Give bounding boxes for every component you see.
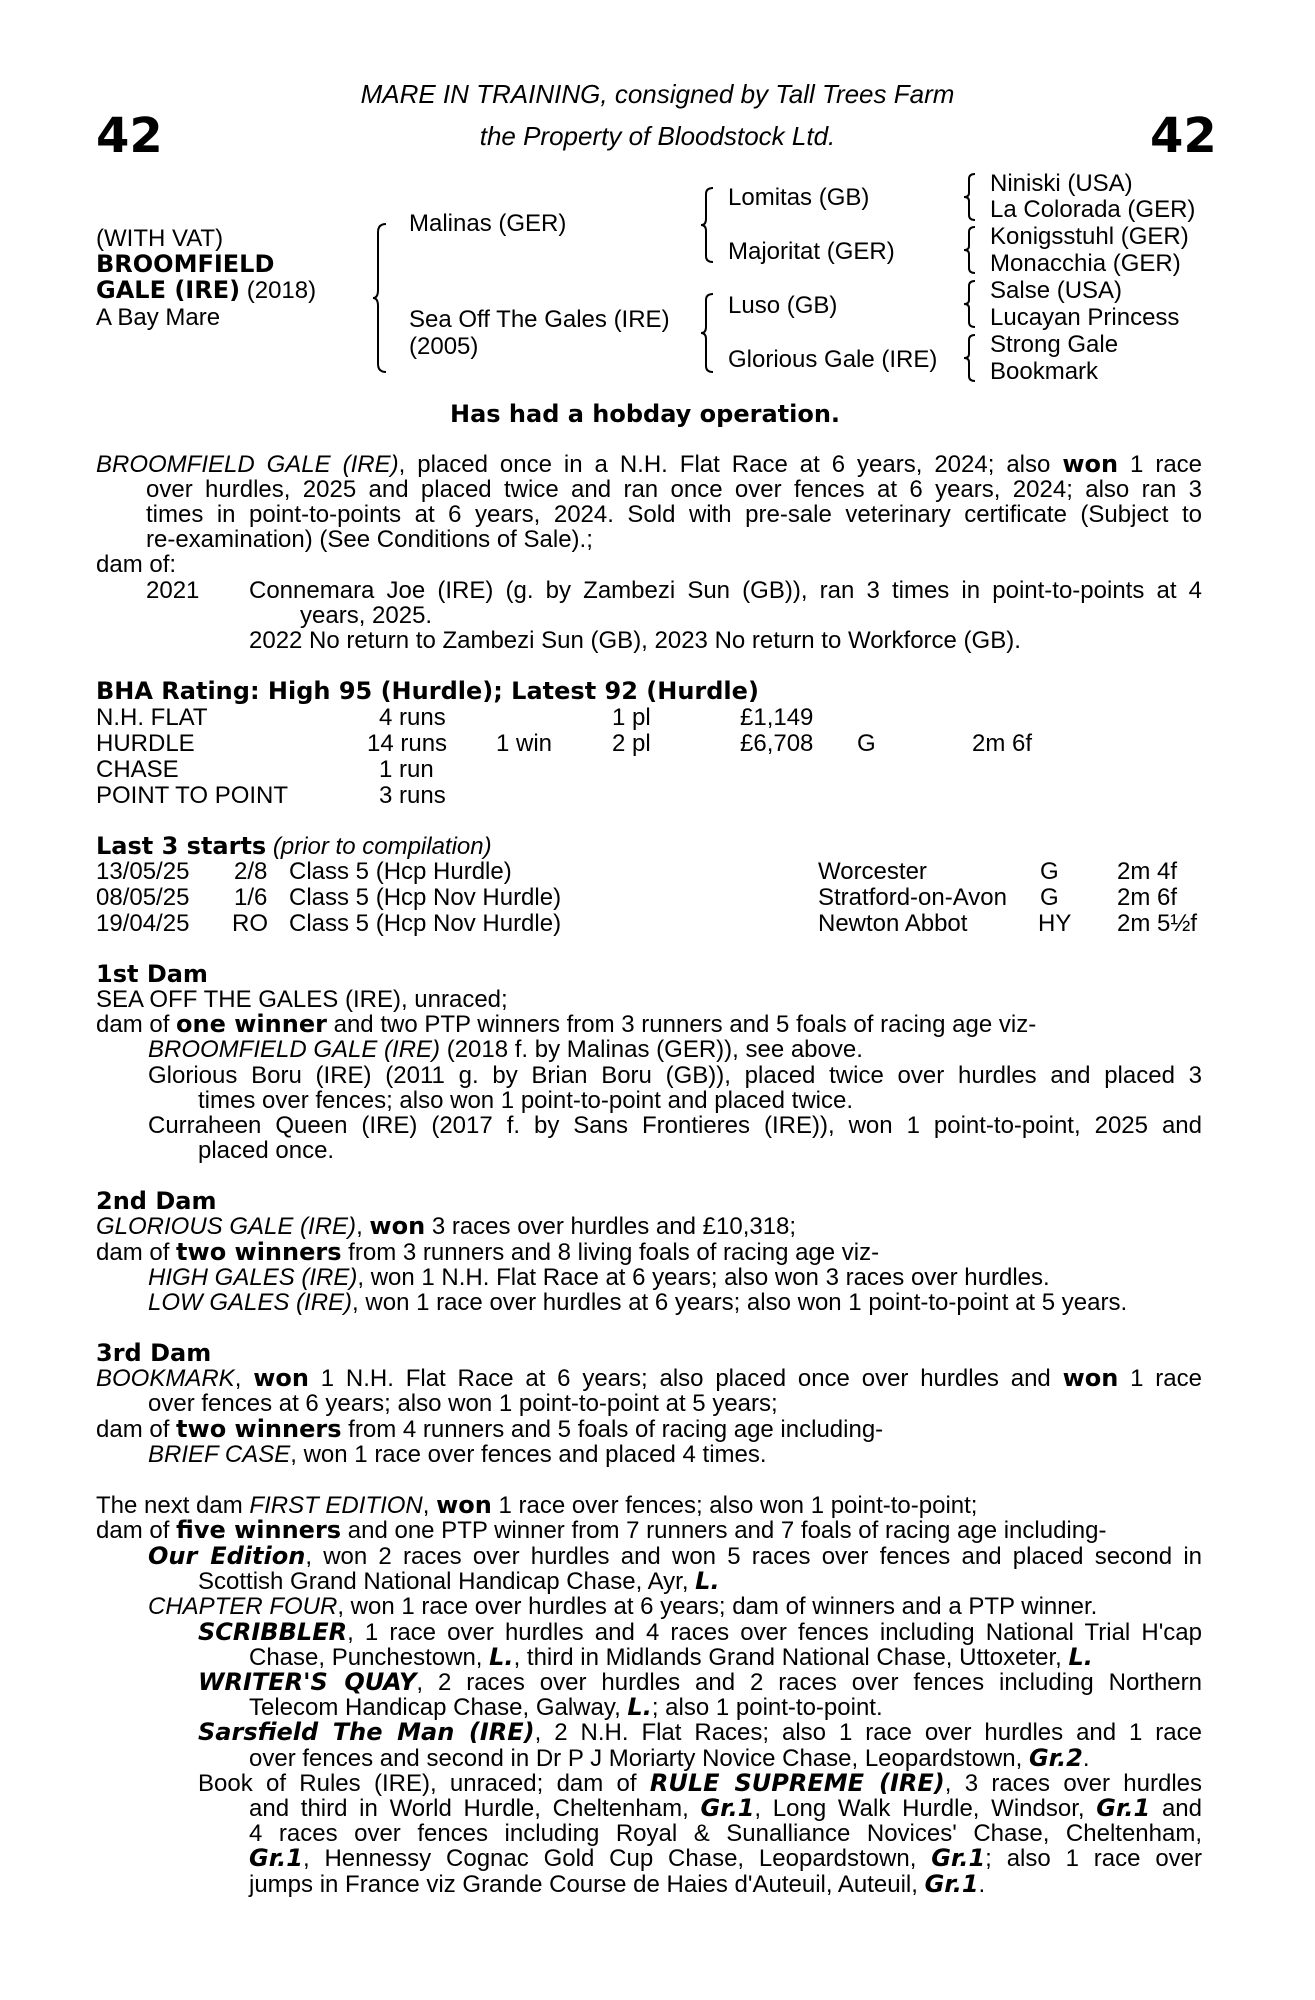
chapter-four-text: , won 1 race over hurdles at 6 years; dam of winners and a PTP winner. <box>337 1593 1098 1620</box>
rule-supreme-name: RULE SUPREME (IRE) <box>649 1769 945 1797</box>
dam1-winners: one winner <box>176 1010 327 1038</box>
dam2-winners: two winners <box>176 1238 342 1266</box>
pedigree-g-sds: Konigsstuhl (GER) <box>990 223 1189 250</box>
dam2-l2a: dam of <box>96 1239 177 1266</box>
record-prize: £1,149 <box>740 704 814 731</box>
lot-number-right: 42 <box>1150 108 1217 164</box>
pedigree-bracket-sd <box>963 225 977 275</box>
dam3-l1f: 1 race <box>1118 1365 1202 1392</box>
nd-l1b: FIRST EDITION <box>249 1492 423 1519</box>
start-date: 13/05/25 <box>96 858 190 885</box>
start-date: 19/04/25 <box>96 910 190 937</box>
record-type: CHASE <box>96 756 179 783</box>
dam1-line-7: placed once. <box>198 1137 335 1164</box>
pedigree-sire-sire: Lomitas (GB) <box>728 184 870 211</box>
pedigree-bracket-dd <box>963 333 977 383</box>
chapter-four-name: CHAPTER FOUR <box>148 1593 338 1620</box>
dam2-won: won <box>369 1212 426 1240</box>
record-dist: 2m 6f <box>972 730 1033 757</box>
start-race: Class 5 (Hcp Nov Hurdle) <box>289 910 562 937</box>
pedigree-bracket-ss <box>963 172 977 222</box>
dam3-won-2: won <box>1062 1364 1119 1392</box>
record-prize: £6,708 <box>740 730 814 757</box>
dam2-line-3 <box>148 1265 1050 1291</box>
our-edition-line-2 <box>198 1569 720 1595</box>
pedigree-g-ssd: La Colorada (GER) <box>990 196 1196 223</box>
book-of-rules-l4a: , Hennessy Cognac Gold Cup Chase, Leopardstown, <box>302 1845 932 1872</box>
dam2-line-1 <box>96 1214 796 1240</box>
book-of-rules-line-4 <box>249 1846 1202 1872</box>
dam2-line-4 <box>148 1290 1127 1316</box>
horse-description: A Bay Mare <box>96 304 221 331</box>
record-pl: 2 pl <box>612 730 651 757</box>
nd-l2c: and one PTP winner from 7 runners and 7 foals of racing age including- <box>341 1517 1107 1544</box>
scribbler-text: , 1 race over hurdles and 4 races over fences including National Trial H'cap <box>347 1619 1202 1646</box>
summary-line-3: times in point-to-points at 6 years, 2024. Sold with pre-sale veterinary certificate (Subject to <box>146 501 1202 528</box>
scribbler-l2b: , third in Midlands Grand National Chase, Uttoxeter, <box>513 1644 1069 1671</box>
scribbler-l2a: Chase, Punchestown, <box>249 1644 490 1671</box>
summary-line-4: re-examination) (See Conditions of Sale).; <box>146 526 593 553</box>
pedigree-g-dds: Strong Gale <box>990 331 1119 358</box>
pedigree-dam-sire: Luso (GB) <box>728 292 838 319</box>
pedigree-bracket-main <box>372 222 390 374</box>
summary-horse-name: BROOMFIELD GALE (IRE) <box>96 451 399 478</box>
dam3-line-2: over fences at 6 years; also won 1 point-to-point at 5 years; <box>148 1390 778 1417</box>
record-runs: 4 runs <box>379 704 446 731</box>
bha-rating: BHA Rating: High 95 (Hurdle); Latest 92 (Hurdle) <box>96 677 759 705</box>
dam3-winners: two winners <box>176 1415 342 1443</box>
start-going: HY <box>1038 910 1072 937</box>
listed-badge: L. <box>695 1567 720 1595</box>
scribbler-name: SCRIBBLER <box>198 1618 348 1646</box>
record-wins: 1 win <box>496 730 553 757</box>
dam3-l3a: dam of <box>96 1416 177 1443</box>
our-edition-name: Our Edition <box>148 1542 306 1570</box>
sarsfield-name: Sarsfield The Man (IRE) <box>198 1718 535 1746</box>
pedigree-g-sss: Niniski (USA) <box>990 170 1133 197</box>
dam3-l1a: BOOKMARK <box>96 1365 235 1392</box>
record-runs: 3 runs <box>379 782 446 809</box>
dam1-line-2 <box>96 1012 1036 1038</box>
summary-text-a: , placed once in a N.H. Flat Race at 6 years, 2024; also <box>398 451 1063 478</box>
record-type: POINT TO POINT <box>96 782 289 809</box>
book-of-rules-line-2 <box>249 1796 1202 1822</box>
book-of-rules-l4b: ; also 1 race over <box>985 1845 1203 1872</box>
horse-name-1: BROOMFIELD <box>96 250 275 278</box>
start-course: Worcester <box>818 858 927 885</box>
nextdam-line-2 <box>96 1518 1106 1544</box>
book-of-rules-line-5: jumps in France viz Grande Course de Haies d'Auteuil, Auteuil, Gr.1. <box>249 1870 986 1898</box>
dam3-line-4 <box>148 1442 767 1468</box>
horse-name-2-text: GALE (IRE) <box>96 276 241 304</box>
scribbler-line-2 <box>249 1645 1093 1671</box>
produce-2021-cont: years, 2025. <box>300 602 433 629</box>
horse-year: (2018) <box>240 277 317 304</box>
start-dist: 2m 5½f <box>1117 910 1198 937</box>
nd-won: won <box>436 1491 492 1519</box>
pedigree-dam-year: (2005) <box>409 333 479 360</box>
grade-1-badge: Gr.1 <box>931 1844 986 1872</box>
nd-l1a: The next dam <box>96 1492 250 1519</box>
record-pl: 1 pl <box>612 704 651 731</box>
start-course: Newton Abbot <box>818 910 968 937</box>
dam1-l3b: (2018 f. by Malinas (GER)), see above. <box>440 1036 863 1063</box>
listed-badge: L. <box>627 1693 652 1721</box>
writers-quay-line-1 <box>198 1670 1202 1696</box>
listed-badge: L. <box>489 1643 514 1671</box>
dam2-l3a: HIGH GALES (IRE) <box>148 1264 358 1291</box>
grade-1-badge: Gr.1 <box>700 1794 755 1822</box>
book-of-rules-l2a: and third in World Hurdle, Cheltenham, <box>249 1795 701 1822</box>
dam2-l1a: GLORIOUS GALE (IRE) <box>96 1213 357 1240</box>
our-edition-text: , won 2 races over hurdles and won 5 races over fences and placed second in <box>305 1543 1202 1570</box>
record-type: N.H. FLAT <box>96 704 208 731</box>
dam3-l1d: 1 N.H. Flat Race at 6 years; also placed once over hurdles and <box>308 1365 1063 1392</box>
book-of-rules-line-1 <box>198 1771 1202 1797</box>
horse-name-2 <box>96 278 316 304</box>
last3-heading <box>96 834 492 860</box>
pedigree-bracket-dam <box>700 292 716 374</box>
dam3-line-1 <box>96 1366 1202 1392</box>
pedigree-g-ddd: Bookmark <box>990 358 1099 385</box>
summary-won: won <box>1062 450 1119 478</box>
sarsfield-text: , 2 N.H. Flat Races; also 1 race over hurdles and 1 race <box>534 1719 1202 1746</box>
book-of-rules-a: Book of Rules (IRE), unraced; dam of <box>198 1770 650 1797</box>
nd-l1c: , <box>422 1492 437 1519</box>
our-edition-line-1 <box>148 1544 1202 1570</box>
book-of-rules-line-3: 4 races over fences including Royal & Sunalliance Novices' Chase, Cheltenham, <box>249 1820 1202 1847</box>
summary-line-2: over hurdles, 2025 and placed twice and ran once over fences at 6 years, 2024; also ran 3 <box>146 476 1202 503</box>
dam3-won: won <box>253 1364 309 1392</box>
vat-note: (WITH VAT) <box>96 225 224 252</box>
pedigree-g-dsd: Lucayan Princess <box>990 304 1180 331</box>
dam1-line-5: times over fences; also won 1 point-to-point and placed twice. <box>198 1087 854 1114</box>
lot-number-left: 42 <box>96 108 163 164</box>
pedigree-dam-dam: Glorious Gale (IRE) <box>728 346 938 373</box>
dam2-heading: 2nd Dam <box>96 1187 217 1215</box>
book-of-rules-l5: jumps in France viz Grande Course de Haies d'Auteuil, Auteuil, <box>249 1871 925 1898</box>
sarsfield-l2: over fences and second in Dr P J Moriarty Novice Chase, Leopardstown, <box>249 1745 1029 1772</box>
nd-l1e: 1 race over fences; also won 1 point-to-point; <box>491 1492 978 1519</box>
record-going: G <box>857 730 876 757</box>
book-of-rules-b: , 3 races over hurdles <box>944 1770 1203 1797</box>
sarsfield-line-2: over fences and second in Dr P J Moriarty Novice Chase, Leopardstown, Gr.2. <box>249 1744 1090 1772</box>
pedigree-dam: Sea Off The Gales (IRE) <box>409 306 670 333</box>
pedigree-sire-dam: Majoritat (GER) <box>728 238 895 265</box>
dam2-l4b: , won 1 race over hurdles at 6 years; also won 1 point-to-point at 5 years. <box>352 1289 1128 1316</box>
nd-l2a: dam of <box>96 1517 177 1544</box>
start-course: Stratford-on-Avon <box>818 884 1007 911</box>
start-race: Class 5 (Hcp Hurdle) <box>289 858 512 885</box>
dam3-l4b: , won 1 race over fences and placed 4 times. <box>290 1441 767 1468</box>
grade-1-badge: Gr.1 <box>1096 1794 1151 1822</box>
dam1-line-4: Glorious Boru (IRE) (2011 g. by Brian Boru (GB)), placed twice over hurdles and placed 3 <box>148 1062 1202 1089</box>
dam1-line-3 <box>148 1037 863 1063</box>
dam1-line-6: Curraheen Queen (IRE) (2017 f. by Sans Frontieres (IRE)), won 1 point-to-point, 2025 and <box>148 1112 1202 1139</box>
pedigree-g-dss: Salse (USA) <box>990 277 1123 304</box>
sarsfield-line-1 <box>198 1720 1202 1746</box>
dam1-l2c: and two PTP winners from 3 runners and 5 foals of racing age viz- <box>326 1011 1037 1038</box>
scribbler-line-1 <box>198 1620 1202 1646</box>
book-of-rules-l2c: and <box>1150 1795 1202 1822</box>
dam2-l4a: LOW GALES (IRE) <box>148 1289 353 1316</box>
dam3-line-3 <box>96 1417 883 1443</box>
writers-quay-text: , 2 races over hurdles and 2 races over fences including Northern <box>416 1669 1202 1696</box>
dam3-l1b: , <box>234 1365 254 1392</box>
dam3-heading: 3rd Dam <box>96 1339 212 1367</box>
start-dist: 2m 6f <box>1117 884 1178 911</box>
chapter-four-line <box>148 1594 1097 1620</box>
start-date: 08/05/25 <box>96 884 190 911</box>
dam2-l1b: , <box>356 1213 370 1240</box>
record-type: HURDLE <box>96 730 195 757</box>
dam1-heading: 1st Dam <box>96 960 208 988</box>
dam2-line-2 <box>96 1240 879 1266</box>
summary-text-b: 1 race <box>1118 451 1203 478</box>
grade-1-badge: Gr.1 <box>924 1870 979 1898</box>
start-going: G <box>1040 858 1059 885</box>
start-pos: 1/6 <box>234 884 268 911</box>
pedigree-sire: Malinas (GER) <box>409 210 567 237</box>
listed-badge: L. <box>1068 1643 1093 1671</box>
our-edition-l2: Scottish Grand National Handicap Chase, Ayr, <box>198 1568 696 1595</box>
book-of-rules-l2b: , Long Walk Hurdle, Windsor, <box>754 1795 1097 1822</box>
record-runs: 14 runs <box>367 730 448 757</box>
grade-1-badge: Gr.1 <box>249 1844 303 1872</box>
produce-2022: 2022 No return to Zambezi Sun (GB), 2023 No return to Workforce (GB). <box>249 627 1021 654</box>
header-consignor: MARE IN TRAINING, consigned by Tall Trees Farm <box>360 79 955 109</box>
dam2-l2c: from 3 runners and 8 living foals of racing age viz- <box>341 1239 880 1266</box>
produce-2021: Connemara Joe (IRE) (g. by Zambezi Sun (GB)), ran 3 times in point-to-points at 4 <box>249 577 1202 604</box>
dam1-line-1: SEA OFF THE GALES (IRE), unraced; <box>96 986 508 1013</box>
grade-2-badge: Gr.2 <box>1028 1744 1083 1772</box>
dam3-l4a: BRIEF CASE <box>148 1441 291 1468</box>
last3-note: (prior to compilation) <box>266 833 492 860</box>
nd-winners: five winners <box>176 1516 342 1544</box>
writers-quay-l2b: ; also 1 point-to-point. <box>651 1694 883 1721</box>
start-going: G <box>1040 884 1059 911</box>
summary-dam-of: dam of: <box>96 551 177 578</box>
hobday-note: Has had a hobday operation. <box>450 400 841 428</box>
pedigree-bracket-ds <box>963 279 977 329</box>
start-pos: 2/8 <box>234 858 268 885</box>
last3-title: Last 3 starts <box>96 832 267 860</box>
pedigree-g-sdd: Monacchia (GER) <box>990 250 1181 277</box>
pedigree-bracket-sire <box>700 186 716 264</box>
start-race: Class 5 (Hcp Nov Hurdle) <box>289 884 562 911</box>
writers-quay-name: WRITER'S QUAY <box>198 1668 417 1696</box>
summary-line-1 <box>96 452 1202 478</box>
nextdam-line-1 <box>96 1493 977 1519</box>
dam1-l3a: BROOMFIELD GALE (IRE) <box>148 1036 441 1063</box>
start-pos: RO <box>232 910 268 937</box>
dam1-l2a: dam of <box>96 1011 177 1038</box>
dam2-l1d: 3 races over hurdles and £10,318; <box>425 1213 797 1240</box>
produce-year-2021: 2021 <box>146 577 200 604</box>
dam2-l3b: , won 1 N.H. Flat Race at 6 years; also won 3 races over hurdles. <box>357 1264 1050 1291</box>
header-property: the Property of Bloodstock Ltd. <box>479 121 836 151</box>
dam3-l3c: from 4 runners and 5 foals of racing age including- <box>341 1416 884 1443</box>
start-dist: 2m 4f <box>1117 858 1178 885</box>
record-runs: 1 run <box>379 756 434 783</box>
writers-quay-l2a: Telecom Handicap Chase, Galway, <box>249 1694 628 1721</box>
writers-quay-line-2 <box>249 1695 883 1721</box>
